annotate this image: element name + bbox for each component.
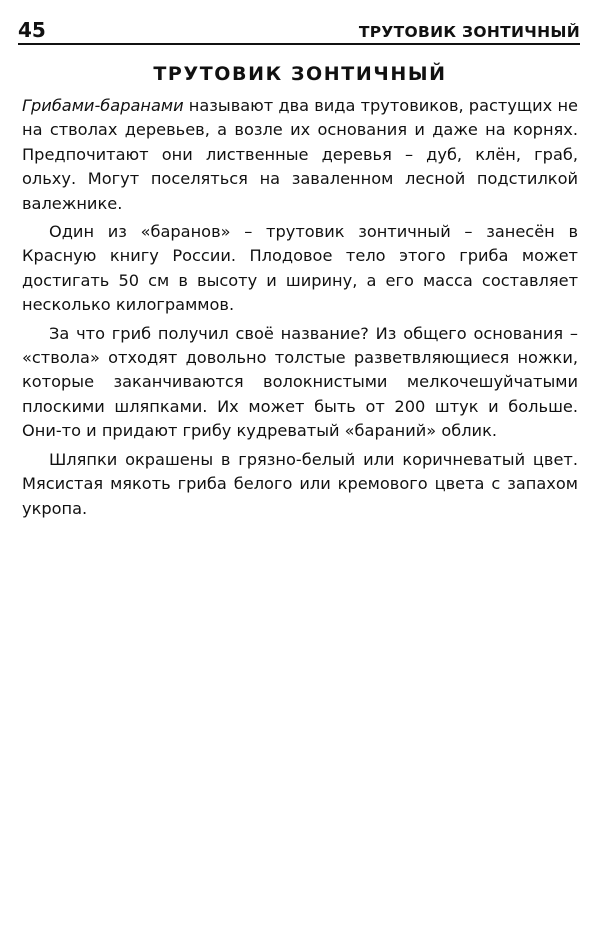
article-title: ТРУТОВИК ЗОНТИЧНЫЙ	[153, 63, 447, 85]
paragraph-1	[22, 94, 578, 216]
paragraph-4: Шляпки окрашены в грязно-белый или коричневатый цвет. Мясистая мякоть гриба белого или кремового цвета с запахом укропа.	[22, 449, 578, 518]
running-title: ТРУТОВИК ЗОНТИЧНЫЙ	[358, 22, 580, 41]
running-header	[18, 14, 580, 45]
term-italic: Грибами-баранами	[22, 96, 184, 115]
article-body	[22, 94, 578, 525]
paragraph-3: За что гриб получил своё название? Из общего основания – «ствола» отходят довольно толстые разветвляющиеся ножки, которые заканчиваются волокнистыми мелкочешуйчатыми плоскими шляпками. Их может быть от 200 штук и больше. Они-то и придают грибу кудреватый «бараний» облик.	[22, 323, 578, 441]
paragraph-2: Один из «баранов» – трутовик зонтичный – занесён в Красную книгу России. Плодовое тело этого гриба может достигать 50 см в высоту и ширину, а его масса составляет несколько килограммов.	[22, 222, 578, 315]
page-number: 45	[18, 18, 46, 42]
paragraph-1-text: называют два вида трутовиков, растущих не на стволах деревьев, а возле их основания и даже на корнях. Предпочитают они лиственные деревья – дуб, клён, граб, ольху. Могут поселяться на заваленном лесной подстилкой валежнике.	[22, 96, 578, 213]
